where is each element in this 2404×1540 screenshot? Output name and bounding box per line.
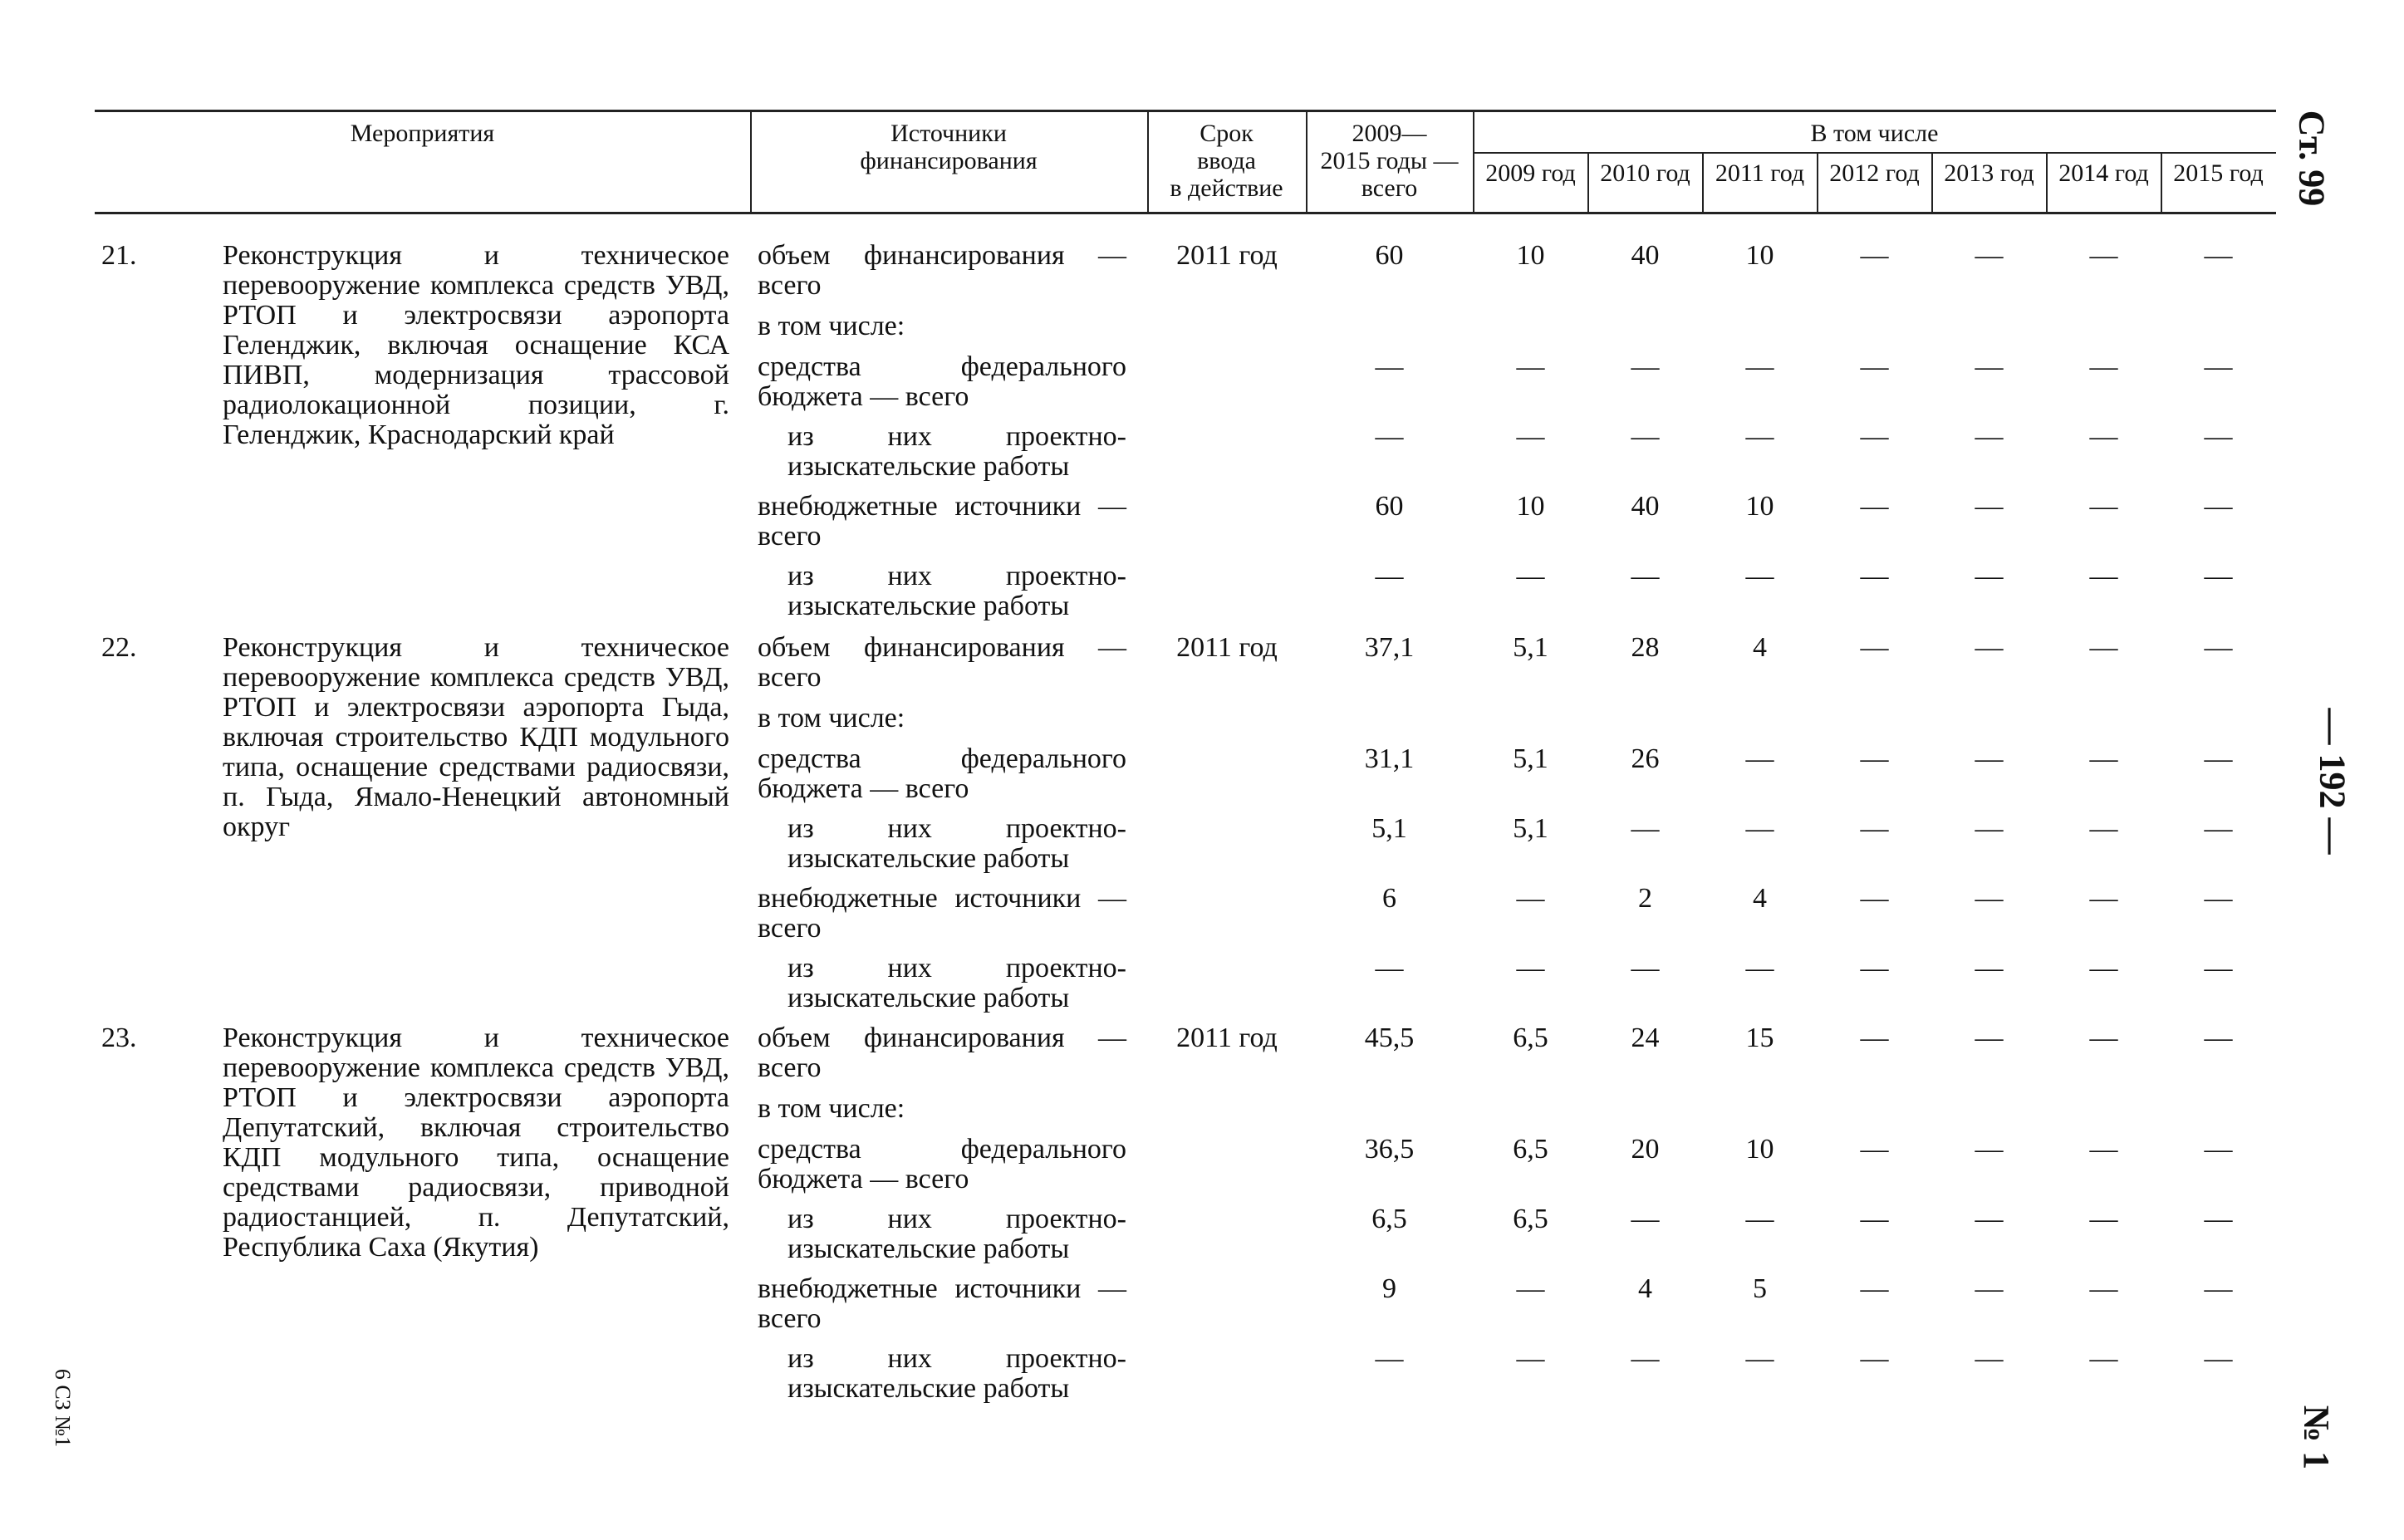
year-value: —	[2204, 1343, 2233, 1374]
year-value: 10	[1745, 491, 1774, 522]
year-value: 5	[1753, 1273, 1767, 1304]
year-value: —	[2089, 632, 2118, 663]
year-value: —	[1975, 240, 2004, 271]
year-value: —	[1745, 953, 1774, 983]
header-year: 2011 год	[1715, 159, 1805, 187]
year-value: —	[2204, 421, 2233, 452]
year-value: 20	[1631, 1134, 1660, 1165]
funding-source-label: в том числе:	[758, 703, 905, 733]
header-year: 2014 год	[2058, 159, 2149, 187]
year-value: —	[2204, 953, 2233, 983]
header-year: 2009 год	[1485, 159, 1576, 187]
total-value: 6,5	[1371, 1204, 1407, 1234]
printer-mark: 6 СЗ №1	[51, 1368, 76, 1448]
year-value: —	[1975, 1023, 2004, 1053]
year-value: —	[1860, 743, 1889, 774]
year-value: —	[2204, 240, 2233, 271]
year-value: 10	[1516, 491, 1545, 522]
header-sources: Источники финансирования	[860, 120, 1038, 174]
year-value: —	[1860, 632, 1889, 663]
funding-source-label: из них проектно-изыскательские работы	[787, 561, 1126, 621]
year-value: —	[2089, 1343, 2118, 1374]
year-value: —	[1860, 351, 1889, 382]
funding-source-label: из них проектно-изыскательские работы	[787, 421, 1126, 482]
year-value: —	[2204, 813, 2233, 844]
year-value: —	[1745, 421, 1774, 452]
year-value: —	[1975, 561, 2004, 591]
funding-source-label: объем финансирования — всего	[758, 1023, 1126, 1083]
year-value: —	[1975, 883, 2004, 914]
total-value: 45,5	[1364, 1023, 1415, 1053]
year-value: —	[2089, 813, 2118, 844]
year-value: 6,5	[1513, 1023, 1548, 1053]
table-top-rule	[95, 110, 2276, 112]
year-value: —	[2204, 1273, 2233, 1304]
measure-title: Реконструкция и техническое перевооружение комплекса средств УВД, РТОП и электросвязи аэропорта Депутатский, включая строительство КДП модульного типа, оснащение средствами радиосвязи, приводной радиостанцией, п. Депутатский, Республика Саха (Якутия)	[223, 1023, 729, 1263]
year-value: —	[1516, 561, 1545, 591]
funding-source-label: внебюджетные источники — всего	[758, 883, 1126, 944]
year-value: —	[2089, 561, 2118, 591]
year-value: —	[1745, 813, 1774, 844]
total-value: —	[1375, 351, 1404, 382]
year-value: —	[2089, 743, 2118, 774]
year-value: —	[1975, 1343, 2004, 1374]
year-value: —	[1860, 813, 1889, 844]
total-value: 60	[1375, 240, 1404, 271]
year-value: —	[1860, 953, 1889, 983]
header-year: 2010 год	[1600, 159, 1690, 187]
year-value: —	[1975, 491, 2004, 522]
measure-title: Реконструкция и техническое перевооружение комплекса средств УВД, РТОП и электросвязи аэропорта Геленджик, включая оснащение КСА ПИВП, модернизация трассовой радиолокационной позиции, г. Геленджик, Краснодарский край	[223, 240, 729, 450]
header-measures: Мероприятия	[350, 120, 495, 147]
funding-source-label: внебюджетные источники — всего	[758, 1273, 1126, 1334]
year-value: —	[1860, 1273, 1889, 1304]
total-value: 37,1	[1364, 632, 1415, 663]
year-value: —	[2089, 1204, 2118, 1234]
year-value: 10	[1745, 240, 1774, 271]
year-value: —	[1516, 421, 1545, 452]
funding-source-label: средства федерального бюджета — всего	[758, 743, 1126, 804]
year-value: 26	[1631, 743, 1660, 774]
row-number: 23.	[101, 1023, 137, 1053]
year-value: —	[1975, 953, 2004, 983]
year-value: —	[1860, 240, 1889, 271]
year-value: 5,1	[1513, 743, 1548, 774]
commissioning-term: 2011 год	[1176, 240, 1278, 271]
year-value: 4	[1753, 632, 1767, 663]
year-value: —	[1860, 1023, 1889, 1053]
year-value: —	[1975, 351, 2004, 382]
year-value: —	[1516, 1273, 1545, 1304]
year-value: —	[1860, 491, 1889, 522]
year-value: —	[1631, 813, 1660, 844]
year-value: —	[1631, 421, 1660, 452]
year-value: —	[1975, 421, 2004, 452]
year-value: —	[1975, 1204, 2004, 1234]
funding-source-label: средства федерального бюджета — всего	[758, 351, 1126, 412]
year-value: —	[1975, 1134, 2004, 1165]
header-including: В том числе	[1810, 120, 1939, 147]
year-value: —	[2089, 953, 2118, 983]
year-value: 10	[1516, 240, 1545, 271]
year-value: —	[1745, 561, 1774, 591]
funding-source-label: из них проектно-изыскательские работы	[787, 1343, 1126, 1404]
year-value: —	[1975, 1273, 2004, 1304]
total-value: 9	[1382, 1273, 1396, 1304]
funding-source-label: из них проектно-изыскательские работы	[787, 953, 1126, 1013]
year-value: —	[2089, 491, 2118, 522]
year-value: —	[1975, 632, 2004, 663]
year-value: —	[2089, 351, 2118, 382]
year-value: 4	[1753, 883, 1767, 914]
row-number: 21.	[101, 240, 137, 271]
total-value: —	[1375, 421, 1404, 452]
page-ref: Ст. 99	[2291, 110, 2333, 207]
year-value: —	[1631, 953, 1660, 983]
year-value: —	[2204, 883, 2233, 914]
funding-source-label: в том числе:	[758, 1093, 905, 1124]
year-value: —	[1516, 351, 1545, 382]
header-mid-rule	[1473, 152, 2276, 154]
funding-source-label: в том числе:	[758, 311, 905, 341]
year-value: —	[1860, 421, 1889, 452]
year-value: —	[1631, 351, 1660, 382]
year-value: —	[2204, 351, 2233, 382]
year-value: 6,5	[1513, 1204, 1548, 1234]
year-value: —	[1516, 953, 1545, 983]
year-value: —	[2204, 491, 2233, 522]
year-value: —	[2204, 1023, 2233, 1053]
total-value: 6	[1382, 883, 1396, 914]
year-value: —	[2204, 1204, 2233, 1234]
funding-source-label: внебюджетные источники — всего	[758, 491, 1126, 552]
year-value: —	[1631, 1204, 1660, 1234]
year-value: —	[2204, 1134, 2233, 1165]
year-value: —	[1516, 1343, 1545, 1374]
year-value: 2	[1638, 883, 1652, 914]
header-year: 2013 год	[1944, 159, 2034, 187]
total-value: 36,5	[1364, 1134, 1415, 1165]
funding-source-label: средства федерального бюджета — всего	[758, 1134, 1126, 1194]
year-value: —	[2089, 1023, 2118, 1053]
total-value: —	[1375, 1343, 1404, 1374]
year-value: —	[1975, 813, 2004, 844]
funding-source-label: из них проектно-изыскательские работы	[787, 813, 1126, 874]
year-value: —	[1745, 1204, 1774, 1234]
total-value: 60	[1375, 491, 1404, 522]
year-value: —	[1745, 743, 1774, 774]
year-value: —	[1975, 743, 2004, 774]
year-value: 4	[1638, 1273, 1652, 1304]
row-number: 22.	[101, 632, 137, 663]
header-total: 2009— 2015 годы — всего	[1320, 120, 1459, 202]
year-value: —	[1745, 1343, 1774, 1374]
year-value: —	[1631, 561, 1660, 591]
total-value: —	[1375, 953, 1404, 983]
issue-number: № 1	[2296, 1405, 2338, 1470]
commissioning-term: 2011 год	[1176, 632, 1278, 663]
year-value: 40	[1631, 240, 1660, 271]
year-value: 15	[1745, 1023, 1774, 1053]
year-value: —	[1745, 351, 1774, 382]
year-value: —	[2089, 240, 2118, 271]
header-year: 2015 год	[2173, 159, 2264, 187]
measure-title: Реконструкция и техническое перевооружение комплекса средств УВД, РТОП и электросвязи аэропорта Гыда, включая строительство КДП модульного типа, оснащение средствами радиосвязи, п. Гыда, Ямало-Ненецкий автономный округ	[223, 632, 729, 842]
header-term: Срок ввода в действие	[1170, 120, 1283, 202]
year-value: 24	[1631, 1023, 1660, 1053]
year-value: —	[2089, 883, 2118, 914]
page-number: — 192 —	[2312, 708, 2353, 855]
year-value: —	[2089, 1273, 2118, 1304]
year-value: 5,1	[1513, 632, 1548, 663]
year-value: —	[2089, 421, 2118, 452]
year-value: —	[1860, 1343, 1889, 1374]
year-value: 28	[1631, 632, 1660, 663]
year-value: —	[1860, 1204, 1889, 1234]
funding-source-label: объем финансирования — всего	[758, 240, 1126, 301]
year-value: 6,5	[1513, 1134, 1548, 1165]
year-value: —	[2204, 743, 2233, 774]
year-value: —	[2204, 632, 2233, 663]
total-value: —	[1375, 561, 1404, 591]
year-value: —	[1631, 1343, 1660, 1374]
commissioning-term: 2011 год	[1176, 1023, 1278, 1053]
funding-source-label: из них проектно-изыскательские работы	[787, 1204, 1126, 1264]
total-value: 5,1	[1371, 813, 1407, 844]
year-value: 5,1	[1513, 813, 1548, 844]
year-value: —	[1860, 561, 1889, 591]
year-value: —	[1516, 883, 1545, 914]
year-value: —	[1860, 883, 1889, 914]
year-value: 10	[1745, 1134, 1774, 1165]
year-value: 40	[1631, 491, 1660, 522]
header-bottom-rule	[95, 212, 2276, 214]
year-value: —	[2204, 561, 2233, 591]
year-value: —	[1860, 1134, 1889, 1165]
year-value: —	[2089, 1134, 2118, 1165]
total-value: 31,1	[1364, 743, 1415, 774]
funding-source-label: объем финансирования — всего	[758, 632, 1126, 693]
header-year: 2012 год	[1829, 159, 1920, 187]
